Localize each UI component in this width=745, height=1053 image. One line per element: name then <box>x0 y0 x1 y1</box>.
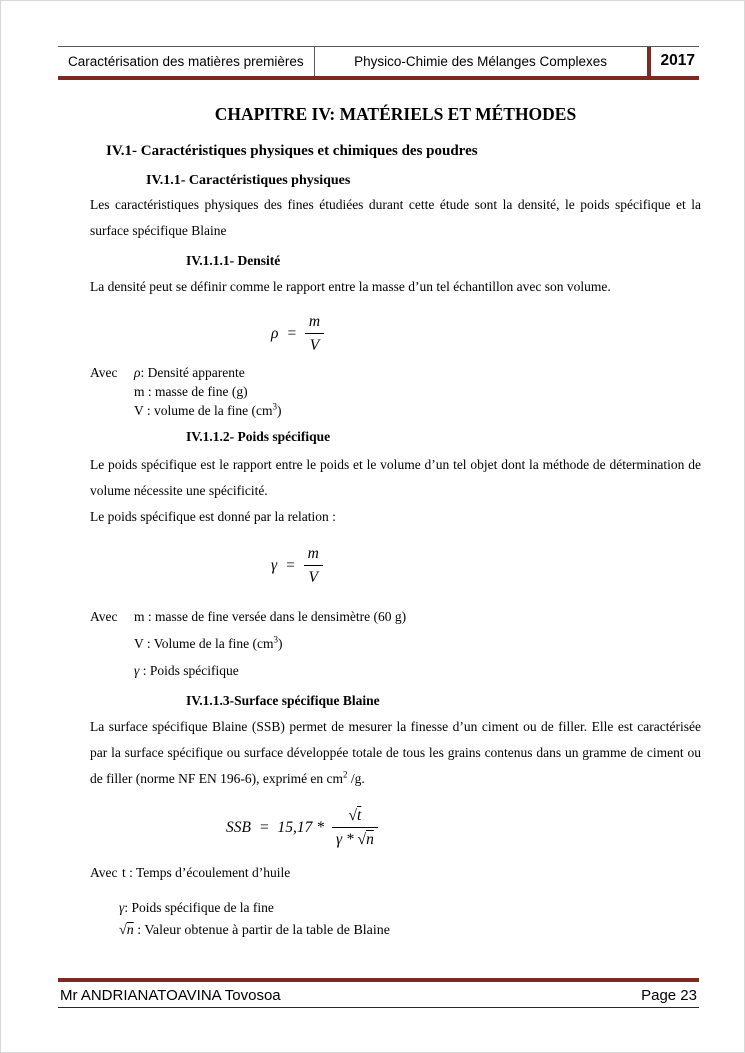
fraction-numerator: m <box>304 544 323 566</box>
superscript: 3 <box>273 634 278 645</box>
formula-poids-symbol: γ <box>271 557 278 574</box>
paragraph-densite: La densité peut se définir comme le rapport entre la masse d’un tel échantillon avec son volume. <box>90 279 611 294</box>
legend-line <box>90 863 701 882</box>
formula-ssb-lhs: SSB <box>226 819 251 836</box>
mass-definition: m : masse de fine versée dans le densimètre (60 g) <box>134 609 407 624</box>
footer-author: Mr ANDRIANATOAVINA Tovosoa <box>60 987 281 1004</box>
legend-densite <box>90 363 701 420</box>
fraction <box>305 312 324 355</box>
paragraph-intro: Les caractéristiques physiques des fines étudiées durant cette étude sont la densité, le poids spécifique et la surface spécifique Blaine <box>90 197 701 238</box>
formula-poids <box>271 544 701 587</box>
header-center-title: Physico-Chimie des Mélanges Complexes <box>315 47 651 76</box>
legend-line <box>134 401 701 420</box>
section-heading-iv1: IV.1- Caractéristiques physiques et chimiques des poudres <box>106 143 478 159</box>
legend-line <box>90 363 701 382</box>
superscript: 2 <box>343 769 348 780</box>
legend-line <box>134 630 701 657</box>
equals-sign: = <box>286 325 297 342</box>
formula-ssb-coefficient: 15,17 * <box>277 819 324 836</box>
formula-ssb <box>226 806 701 849</box>
gamma-definition: : Poids spécifique de la fine <box>124 900 274 915</box>
legend-ssb <box>90 863 701 940</box>
ssb-unit: /g. <box>347 771 365 786</box>
page-header <box>58 46 699 80</box>
section-heading-iv111: IV.1.1.1- Densité <box>186 253 281 268</box>
radicand: n <box>366 831 374 848</box>
section-heading-iv113: IV.1.1.3-Surface spécifique Blaine <box>186 693 380 708</box>
volume-definition: V : Volume de la fine (cm <box>134 636 274 651</box>
radicand: t <box>356 807 362 824</box>
sqrt-expression <box>119 923 134 938</box>
fraction-denominator: V <box>309 337 320 354</box>
equals-sign: = <box>285 557 296 574</box>
fraction-denominator <box>332 828 378 849</box>
sqrt-sign: √ <box>348 807 357 824</box>
fraction-numerator <box>332 806 378 828</box>
legend-line: m : masse de fine (g) <box>134 384 248 399</box>
footer-page-number: Page 23 <box>641 987 697 1004</box>
time-definition: t : Temps d’écoulement d’huile <box>122 865 291 880</box>
legend-line <box>134 657 701 684</box>
section-heading-iv11: IV.1.1- Caractéristiques physiques <box>146 173 351 188</box>
formula-densite <box>271 312 701 355</box>
close-paren: ) <box>277 636 283 651</box>
ssb-text: La surface spécifique Blaine (SSB) permet de mesurer la finesse d’un ciment ou de filler. Elle est caractérisée par la surface spécifique ou surface développée totale de tous les grains contenus dans un gramme de ciment ou de filler (norme NF EN 196-6), exprimé en cm <box>90 719 701 786</box>
gamma-definition: : Poids spécifique <box>139 663 239 678</box>
legend-poids <box>90 603 701 684</box>
volume-definition: V : volume de la fine (cm <box>134 403 273 418</box>
fraction <box>304 544 323 587</box>
legend-line <box>119 921 701 940</box>
sqrt-sign: √ <box>357 831 367 848</box>
avec-label: Avec <box>90 365 118 380</box>
denominator-prefix: γ * <box>335 831 354 848</box>
gamma-symbol: γ <box>134 663 140 678</box>
document-body <box>90 79 701 940</box>
header-left-title: Caractérisation des matières premières <box>58 47 315 76</box>
legend-line <box>119 898 701 917</box>
superscript: 3 <box>272 401 277 412</box>
paragraph-ssb <box>90 714 701 792</box>
sqrt-sign: √ <box>119 923 127 938</box>
footer-row <box>58 982 699 1008</box>
sqrt-expression <box>358 831 374 848</box>
legend-line <box>90 603 701 630</box>
formula-densite-symbol: ρ <box>271 325 279 342</box>
sqrt-definition: : Valeur obtenue à partir de la table de Blaine <box>133 923 390 938</box>
paragraph-poids-relation: Le poids spécifique est donné par la relation : <box>90 509 336 524</box>
equals-sign: = <box>258 819 270 836</box>
header-year: 2017 <box>660 52 695 69</box>
fraction-numerator: m <box>305 312 324 334</box>
page-footer <box>58 978 699 1008</box>
rho-definition: : Densité apparente <box>140 365 245 380</box>
rho-symbol: ρ <box>134 365 141 380</box>
close-paren: ) <box>276 403 282 418</box>
avec-label: Avec <box>90 865 118 880</box>
paragraph-poids: Le poids spécifique est le rapport entre le poids et le volume d’un tel objet dont la méthode de détermination de volume nécessite une spécificité. <box>90 457 701 498</box>
chapter-title: CHAPITRE IV: MATÉRIELS ET MÉTHODES <box>214 104 577 124</box>
sqrt-expression <box>348 807 361 824</box>
fraction-denominator: V <box>308 569 318 586</box>
radicand: n <box>126 923 134 938</box>
fraction <box>332 806 378 849</box>
avec-label: Avec <box>90 609 118 624</box>
legend-rho-line <box>134 363 245 382</box>
gamma-symbol: γ <box>119 900 125 915</box>
section-heading-iv112: IV.1.1.2- Poids spécifique <box>186 429 331 444</box>
